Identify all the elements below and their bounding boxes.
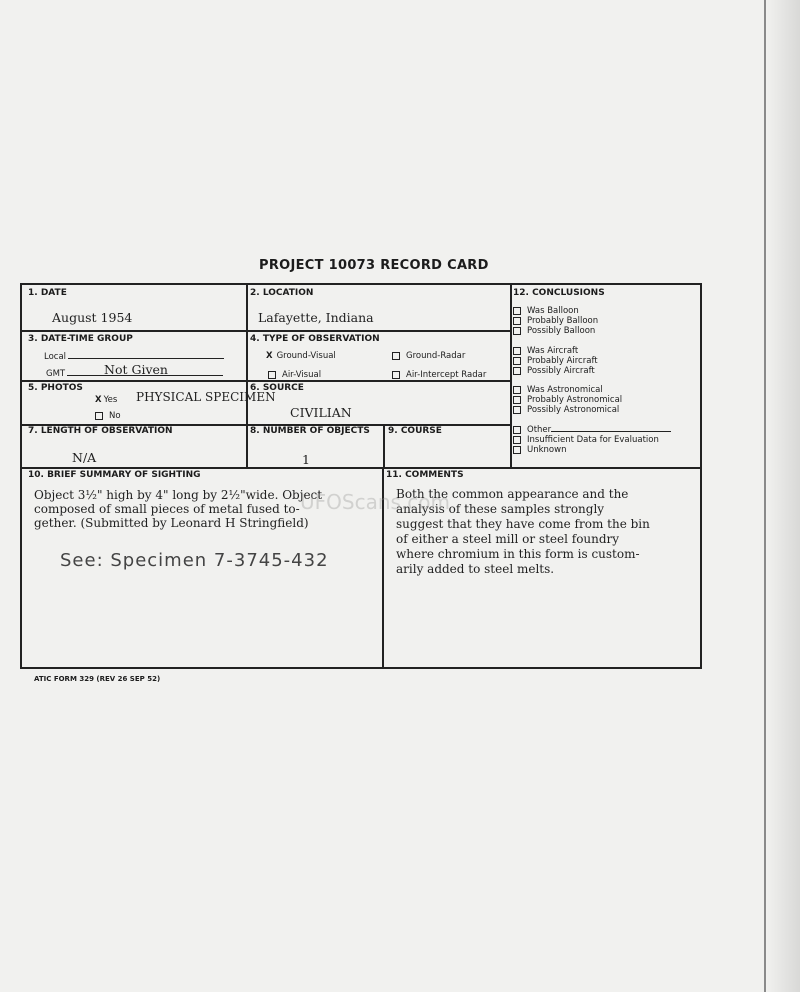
divider-h-1	[22, 330, 510, 332]
observation-type-label: 4. TYPE OF OBSERVATION	[250, 334, 380, 344]
checkbox-icon	[513, 406, 521, 414]
obs-ground-visual: X Ground-Visual	[266, 351, 336, 361]
comments-line-6: arily added to steel melts.	[396, 562, 555, 576]
comments-line-2: analysis of these samples strongly	[396, 502, 605, 516]
watermark: UFOScans.com	[300, 490, 450, 514]
form-id: ATIC FORM 329 (REV 26 SEP 52)	[34, 675, 161, 683]
conclusion-probably-astronomical: Probably Astronomical	[513, 395, 622, 405]
source-value: CIVILIAN	[290, 405, 352, 420]
divider-h-2	[22, 380, 510, 382]
conclusion-was-aircraft: Was Aircraft	[513, 346, 578, 356]
date-label: 1. DATE	[28, 288, 67, 298]
length-label: 7. LENGTH OF OBSERVATION	[28, 426, 173, 436]
course-label: 9. COURSE	[388, 426, 442, 436]
source-label: 6. SOURCE	[250, 383, 304, 393]
conclusion-was-balloon: Was Balloon	[513, 306, 579, 316]
conclusions-label: 12. CONCLUSIONS	[513, 288, 605, 298]
photos-typed-note: PHYSICAL SPECIMEN	[136, 390, 276, 404]
num-objects-value: 1	[302, 452, 310, 467]
location-label: 2. LOCATION	[250, 288, 314, 298]
conclusion-possibly-aircraft: Possibly Aircraft	[513, 366, 595, 376]
checkbox-icon	[95, 412, 103, 420]
conclusion-was-astronomical: Was Astronomical	[513, 385, 603, 395]
conclusion-other: Other	[513, 425, 671, 435]
photos-no: No	[95, 411, 121, 421]
checkbox-icon	[513, 426, 521, 434]
comments-label: 11. COMMENTS	[386, 470, 464, 480]
num-objects-label: 8. NUMBER OF OBJECTS	[250, 426, 370, 436]
obs-air-intercept: Air-Intercept Radar	[392, 370, 486, 380]
conclusion-unknown: Unknown	[513, 445, 566, 455]
checkbox-icon	[392, 371, 400, 379]
divider-v-conclusions	[510, 285, 512, 468]
checkbox-icon	[513, 386, 521, 394]
conclusion-probably-aircraft: Probably Aircraft	[513, 356, 598, 366]
checkbox-icon	[513, 307, 521, 315]
checkbox-icon	[513, 317, 521, 325]
checkbox-icon	[513, 446, 521, 454]
checkbox-icon	[513, 436, 521, 444]
checkbox-icon	[268, 371, 276, 379]
page-edge-line	[764, 0, 766, 992]
checkbox-icon	[513, 396, 521, 404]
obs-ground-radar: Ground-Radar	[392, 351, 465, 361]
checkbox-icon	[392, 352, 400, 360]
datetime-label: 3. DATE-TIME GROUP	[28, 334, 133, 344]
checkbox-icon	[513, 347, 521, 355]
local-label: Local	[44, 352, 224, 362]
checked-mark-icon: X	[266, 351, 273, 361]
comments-line-1: Both the common appearance and the	[396, 487, 629, 501]
summary-line-3: gether. (Submitted by Leonard H Stringfield)	[34, 516, 309, 530]
photos-label: 5. PHOTOS	[28, 383, 83, 393]
photos-yes: X Yes	[95, 395, 118, 405]
summary-line-2: composed of small pieces of metal fused to-	[34, 502, 300, 516]
divider-v-course	[383, 424, 385, 468]
comments-line-4: of either a steel mill or steel foundry	[396, 532, 620, 546]
gmt-label: GMT	[46, 369, 223, 379]
checked-mark-icon: X	[95, 395, 102, 405]
length-value: N/A	[72, 450, 97, 465]
divider-v-left	[246, 285, 248, 468]
conclusion-insufficient-data: Insufficient Data for Evaluation	[513, 435, 659, 445]
checkbox-icon	[513, 357, 521, 365]
conclusion-possibly-balloon: Possibly Balloon	[513, 326, 595, 336]
comments-line-3: suggest that they have come from the bin	[396, 517, 650, 531]
divider-h-4	[22, 467, 702, 469]
date-value: August 1954	[52, 310, 133, 325]
checkbox-icon	[513, 367, 521, 375]
handwritten-specimen-note: See: Specimen 7-3745-432	[60, 550, 329, 571]
summary-label: 10. BRIEF SUMMARY OF SIGHTING	[28, 470, 201, 480]
checkbox-icon	[513, 327, 521, 335]
page-edge-shadow	[766, 0, 800, 992]
summary-line-1: Object 3½" high by 4" long by 2½"wide. Object	[34, 488, 323, 502]
comments-line-5: where chromium in this form is custom-	[396, 547, 640, 561]
location-value: Lafayette, Indiana	[258, 310, 374, 325]
card-title: PROJECT 10073 RECORD CARD	[259, 258, 489, 273]
conclusion-possibly-astronomical: Possibly Astronomical	[513, 405, 619, 415]
conclusion-probably-balloon: Probably Balloon	[513, 316, 598, 326]
datetime-value: Not Given	[104, 362, 168, 377]
obs-air-visual: Air-Visual	[268, 370, 321, 380]
